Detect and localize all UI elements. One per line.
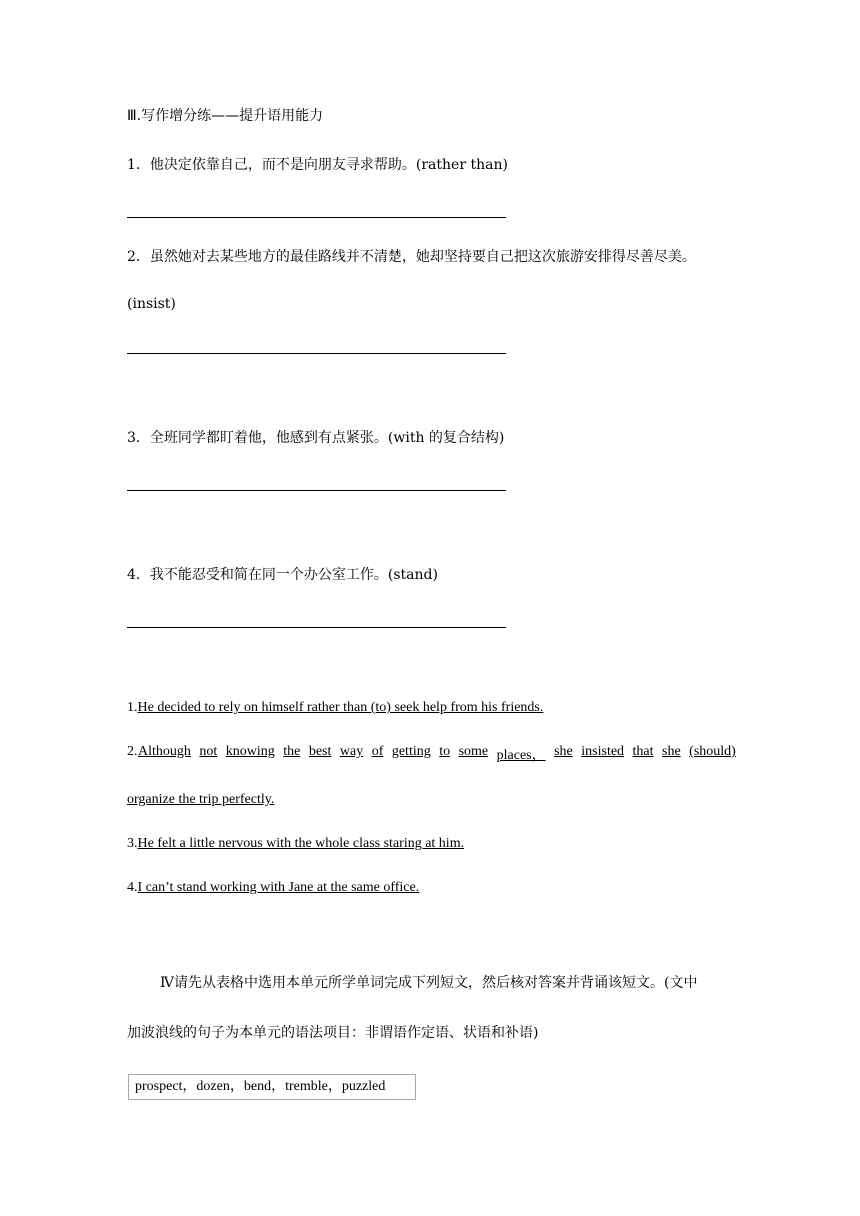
answer-2-line-2 (127, 792, 274, 808)
answer-2-word: way (339, 744, 364, 759)
answer-4-number: 4. (127, 880, 138, 895)
word-bank-box: prospect，dozen，bend，tremble，puzzled (128, 1074, 416, 1100)
answer-4-text: I can’t stand working with Jane at the same office. (137, 880, 420, 895)
answer-2-word: the (283, 744, 301, 759)
answer-blank-4[interactable] (127, 627, 506, 628)
answer-2-line-1 (138, 744, 736, 764)
answer-2-number: 2. (127, 744, 138, 759)
question-1: 1．他决定依靠自己，而不是向朋友寻求帮助。(rather than) (127, 157, 508, 173)
question-4: 4．我不能忍受和简在同一个办公室工作。(stand) (127, 567, 438, 583)
answer-1-number: 1. (127, 700, 138, 715)
answer-2-word: best (308, 744, 332, 759)
answer-2-word: that (632, 744, 654, 759)
question-2: 2．虽然她对去某些地方的最佳路线并不清楚，她却坚持要自己把这次旅游安排得尽善尽美。 (127, 249, 696, 265)
answer-2-word: some (458, 744, 489, 759)
question-3: 3．全班同学都盯着他，他感到有点紧张。(with 的复合结构) (127, 430, 505, 446)
answer-blank-1[interactable] (127, 217, 506, 218)
answer-2-word: knowing (225, 744, 275, 759)
answer-2-text-cont: organize the trip perfectly. (127, 792, 275, 807)
answer-2-word: Although (138, 744, 191, 759)
answer-3 (127, 836, 464, 852)
answer-3-number: 3. (127, 836, 138, 851)
answer-3-text: He felt a little nervous with the whole class staring at him. (137, 836, 465, 851)
answer-4 (127, 880, 419, 896)
answer-2-word: getting (391, 744, 431, 759)
question-2-hint: (insist) (127, 296, 176, 312)
section-4-intro-line-1: Ⅳ请先从表格中选用本单元所学单词完成下列短文，然后核对答案并背诵该短文。(文中 (160, 975, 698, 991)
answer-2-word: not (199, 744, 218, 759)
answer-2-word: she (554, 744, 573, 759)
answer-2-word: she (662, 744, 681, 759)
section-4-intro-line-2: 加波浪线的句子为本单元的语法项目：非谓语作定语、状语和补语) (127, 1025, 539, 1041)
answer-2-word: (should) (689, 744, 736, 759)
answer-1-text: He decided to rely on himself rather than (to) seek help from his friends. (137, 700, 544, 715)
answer-2-word: places， (496, 748, 546, 763)
answer-blank-3[interactable] (127, 490, 506, 491)
answer-1 (127, 700, 543, 716)
section-3-title: Ⅲ.写作增分练——提升语用能力 (127, 108, 324, 124)
answer-2-word: of (371, 744, 384, 759)
answer-blank-2[interactable] (127, 353, 506, 354)
answer-2-word: to (439, 744, 451, 759)
answer-2-word: insisted (581, 744, 625, 759)
